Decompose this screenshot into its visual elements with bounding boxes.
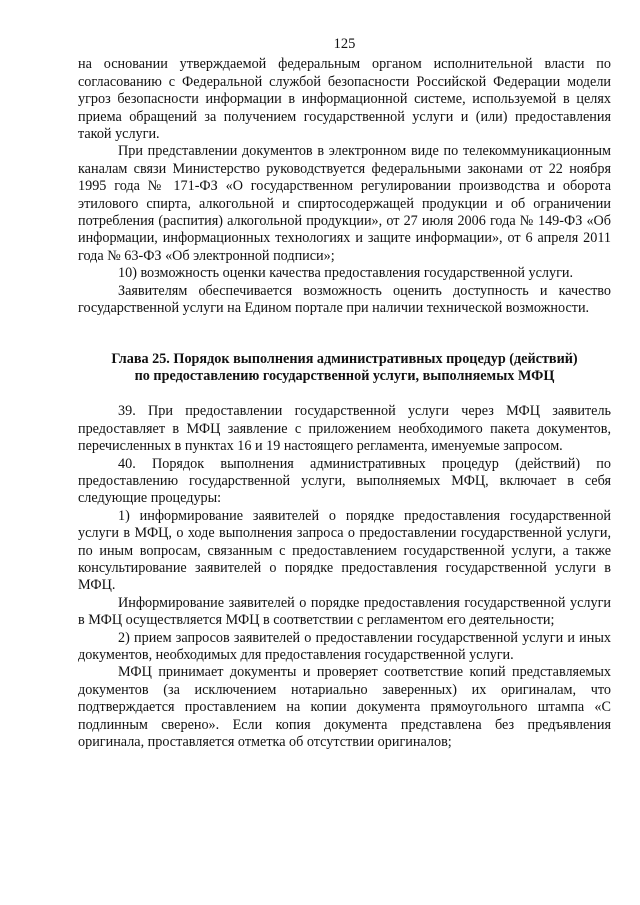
paragraph: Информирование заявителей о порядке предоставления государственной услуги в МФЦ осуществляется МФЦ в соответствии с регламентом его деятельности; <box>78 594 611 629</box>
chapter-heading-line: по предоставлению государственной услуги, выполняемых МФЦ <box>134 367 555 384</box>
chapter-heading <box>78 351 611 386</box>
paragraph: на основании утверждаемой федеральным органом исполнительной власти по согласованию с Федеральной службой безопасности Российской Федерации модели угроз безопасности информации в информационной системе, используемой в целях приема обращений за получением государственной услуги и (или) предоставления такой услуги. <box>78 56 611 143</box>
paragraph: 39. При предоставлении государственной услуги через МФЦ заявитель предоставляет в МФЦ заявление с приложением необходимого пакета документов, перечисленных в пунктах 16 и 19 настоящего регламента, именуемые запросом. <box>78 403 611 455</box>
paragraph: 2) прием запросов заявителей о предоставлении государственной услуги и иных документов, необходимых для предоставления государственной услуги. <box>78 629 611 663</box>
paragraph: 1) информирование заявителей о порядке предоставления государственной услуги в МФЦ, о ходе выполнения запроса о предоставлении государственной услуги, по иным вопросам, связанным с предоставлением государственной услуги, а также консультирование заявителей о порядке предоставления государственной услуги в МФЦ. <box>78 507 611 594</box>
paragraph: 10) возможность оценки качества предоставления государственной услуги. <box>118 265 574 282</box>
page-number: 125 <box>333 36 356 52</box>
section-after <box>78 403 611 751</box>
paragraph: 40. Порядок выполнения административных процедур (действий) по предоставлению государственной услуги, выполняемых МФЦ, включает в себя следующие процедуры: <box>78 455 611 507</box>
paragraph: Заявителям обеспечивается возможность оценить доступность и качество государственной услуги на Едином портале при наличии технической возможности. <box>78 282 611 317</box>
paragraph: При представлении документов в электронном виде по телекоммуникационным каналам связи Министерство руководствуется федеральными законами от 22 ноября 1995 года № 171-ФЗ «О государственном регулировании производства и оборота этилового спирта, алкогольной и спиртосодержащей продукции и об ограничении потребления (распития) алкогольной продукции», от 27 июля 2006 года № 149-ФЗ «Об информации, информационных технологиях и защите информации», от 6 апреля 2011 года № 63-ФЗ «Об электронной подписи»; <box>78 143 611 264</box>
section-before <box>78 56 611 317</box>
paragraph: МФЦ принимает документы и проверяет соответствие копий представляемых документов (за исключением нотариально заверенных) их оригиналам, что подтверждается проставлением на копии документа прямоугольного штампа «С подлинным сверено». Если копия документа представлена без предъявления оригинала, проставляется отметка об отсутствии оригиналов; <box>78 664 611 751</box>
chapter-heading-line: Глава 25. Порядок выполнения административных процедур (действий) <box>111 350 578 367</box>
document-page <box>78 36 611 751</box>
